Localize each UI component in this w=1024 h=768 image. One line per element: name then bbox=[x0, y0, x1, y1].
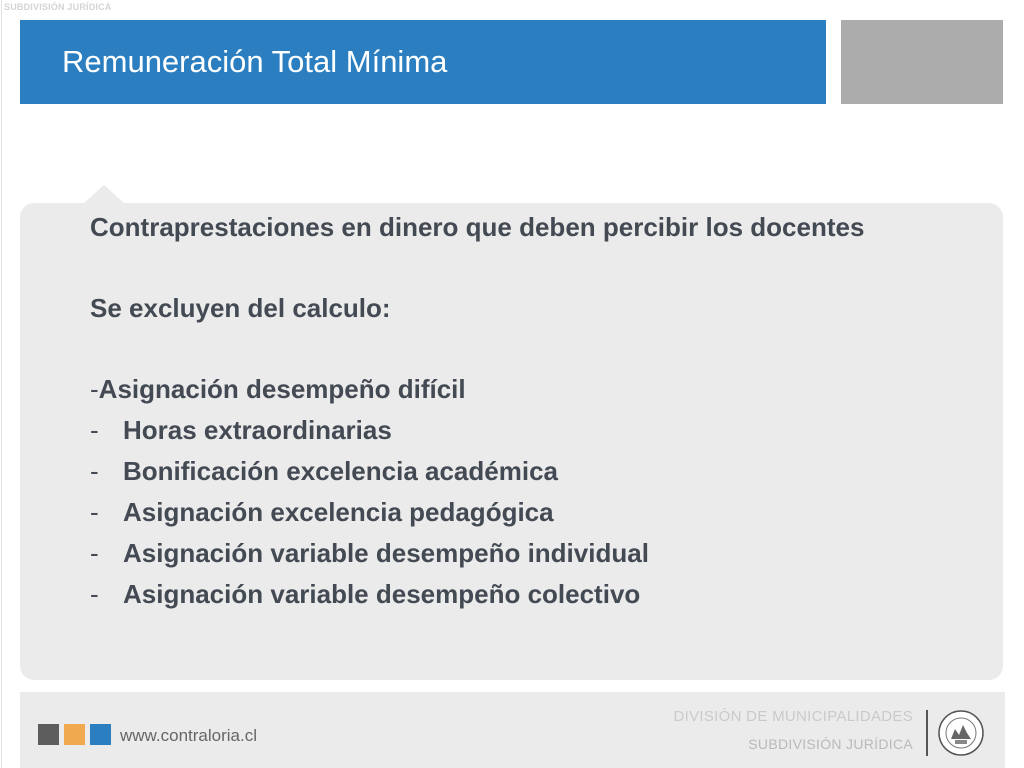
footer-square-blue bbox=[90, 724, 111, 745]
content-body bbox=[90, 210, 970, 618]
list-item-text: Asignación desempeño difícil bbox=[98, 374, 466, 404]
card-pointer bbox=[84, 185, 124, 203]
list-dash: - bbox=[90, 415, 99, 445]
intro-text: Contraprestaciones en dinero que deben percibir los docentes bbox=[90, 212, 865, 242]
list-dash: - bbox=[90, 456, 99, 486]
list-dash: - bbox=[90, 497, 99, 527]
exclusion-list bbox=[90, 372, 970, 618]
footer-divider bbox=[926, 710, 928, 756]
list-item bbox=[90, 454, 970, 495]
contraloria-seal-icon bbox=[937, 709, 985, 757]
list-item-text: Bonificación excelencia académica bbox=[123, 456, 558, 486]
list-item-text: Asignación variable desempeño colectivo bbox=[123, 579, 641, 609]
list-dash: - bbox=[90, 538, 99, 568]
subdivision-name: SUBDIVISIÓN JURÍDICA bbox=[748, 736, 913, 752]
exclude-heading: Se excluyen del calculo: bbox=[90, 293, 391, 323]
footer-square-orange bbox=[64, 724, 85, 745]
list-item bbox=[90, 495, 970, 536]
division-name: DIVISIÓN DE MUNICIPALIDADES bbox=[673, 708, 913, 725]
website-link[interactable]: www.contraloria.cl bbox=[120, 726, 257, 745]
slide-title: Remuneración Total Mínima bbox=[62, 44, 448, 79]
footer-bar bbox=[20, 692, 1005, 768]
title-bar bbox=[20, 20, 826, 104]
footer-square-dark bbox=[38, 724, 59, 745]
list-dash: - bbox=[90, 374, 99, 404]
list-item bbox=[90, 413, 970, 454]
corner-tag: SUBDIVISIÓN JURÍDICA bbox=[4, 2, 112, 12]
list-item-text: Asignación excelencia pedagógica bbox=[123, 497, 554, 527]
list-dash: - bbox=[90, 579, 99, 609]
list-item bbox=[90, 577, 970, 618]
list-item-text: Asignación variable desempeño individual bbox=[123, 538, 649, 568]
header-grey-block bbox=[841, 20, 1003, 104]
list-item bbox=[90, 536, 970, 577]
left-border-line bbox=[1, 0, 2, 768]
list-item-text: Horas extraordinarias bbox=[123, 415, 392, 445]
list-item bbox=[90, 372, 970, 413]
